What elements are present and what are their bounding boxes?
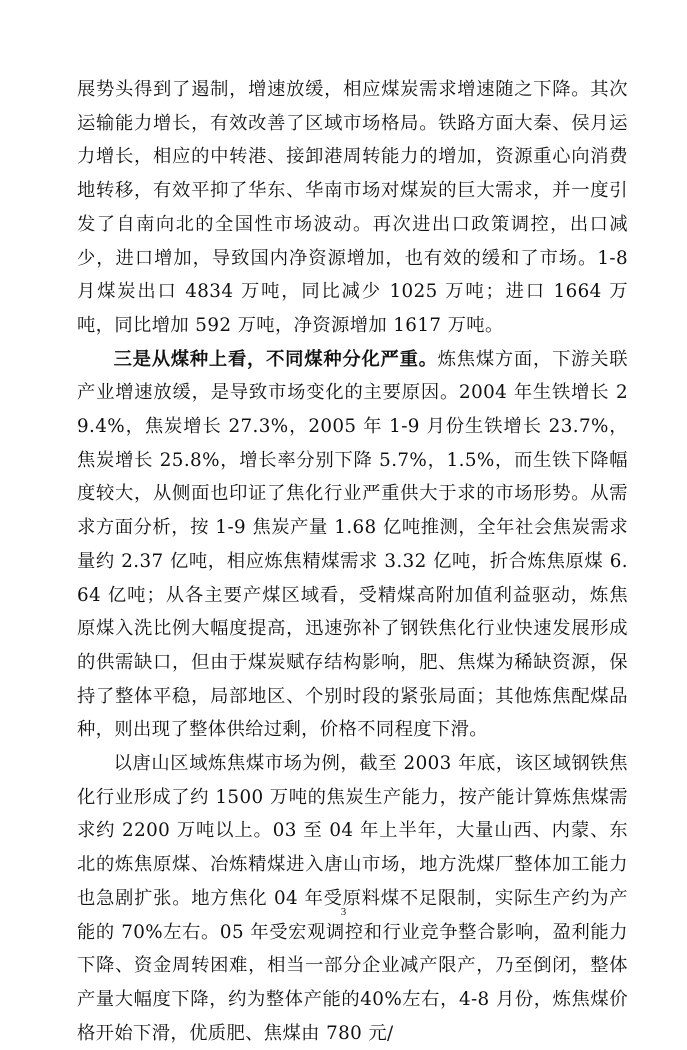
paragraph-lead: 三是从煤种上看，不同煤种分化严重。	[113, 348, 438, 370]
page-number: 3	[340, 906, 347, 918]
document-body	[77, 73, 628, 1050]
paragraph	[77, 73, 628, 343]
paragraph-text: 炼焦煤方面，下游关联产业增速放缓，是导致市场变化的主要原因。2004 年生铁增长 29.4%，焦炭增长 27.3%，2005 年 1-9 月份生铁增长 23.7%，焦炭增长 25.8%，增长率分别下降 5.7%，1.5%，而生铁下降幅度较大，从侧面也印证了焦化行业严重供大于求的市场形势。从需求方面分析，按 1-9 焦炭产量 1.68 亿吨推测，全年社会焦炭需求量约 2.37 亿吨，相应炼焦精煤需求 3.32 亿吨，折合炼焦原煤 6.64 亿吨；从各主要产煤区域看，受精煤高附加值利益驱动，炼焦原煤入洗比例大幅度提高，迅速弥补了钢铁焦化行业快速发展形成的供需缺口，但由于煤炭赋存结构影响，肥、焦煤为稀缺资源，保持了整体平稳，局部地区、个别时段的紧张局面；其他炼焦配煤品种，则出现了整体供给过剩，价格不同程度下滑。	[77, 348, 628, 741]
paragraph	[77, 747, 628, 1050]
paragraph-text: 以唐山区域炼焦煤市场为例，截至 2003 年底，该区域钢铁焦化行业形成了约 1500 万吨的焦炭生产能力，按产能计算炼焦煤需求约 2200 万吨以上。03 至 04 年上半年，大量山西、内蒙、东北的炼焦原煤、冶炼精煤进入唐山市场，地方洗煤厂整体加工能力也急剧扩张。地方焦化 04 年受原料煤不足限制，实际生产约为产能的 70%左右。05 年受宏观调控和行业竞争整合影响，盈利能力下降、资金周转困难，相当一部分企业减产限产，乃至倒闭，整体产量大幅度下降，约为整体产能的40%左右，4-8 月份，炼焦煤价格开始下滑，优质肥、焦煤由 780 元/	[77, 753, 628, 1044]
paragraph	[77, 343, 628, 747]
paragraph-text: 展势头得到了遏制，增速放缓，相应煤炭需求增速随之下降。其次运输能力增长，有效改善了区域市场格局。铁路方面大秦、侯月运力增长，相应的中转港、接卸港周转能力的增加，资源重心向消费地转移，有效平抑了华东、华南市场对煤炭的巨大需求，并一度引发了自南向北的全国性市场波动。再次进出口政策调控，出口减少，进口增加，导致国内净资源增加，也有效的缓和了市场。1-8 月煤炭出口 4834 万吨，同比减少 1025 万吨；进口 1664 万吨，同比增加 592 万吨，净资源增加 1617 万吨。	[77, 79, 628, 336]
